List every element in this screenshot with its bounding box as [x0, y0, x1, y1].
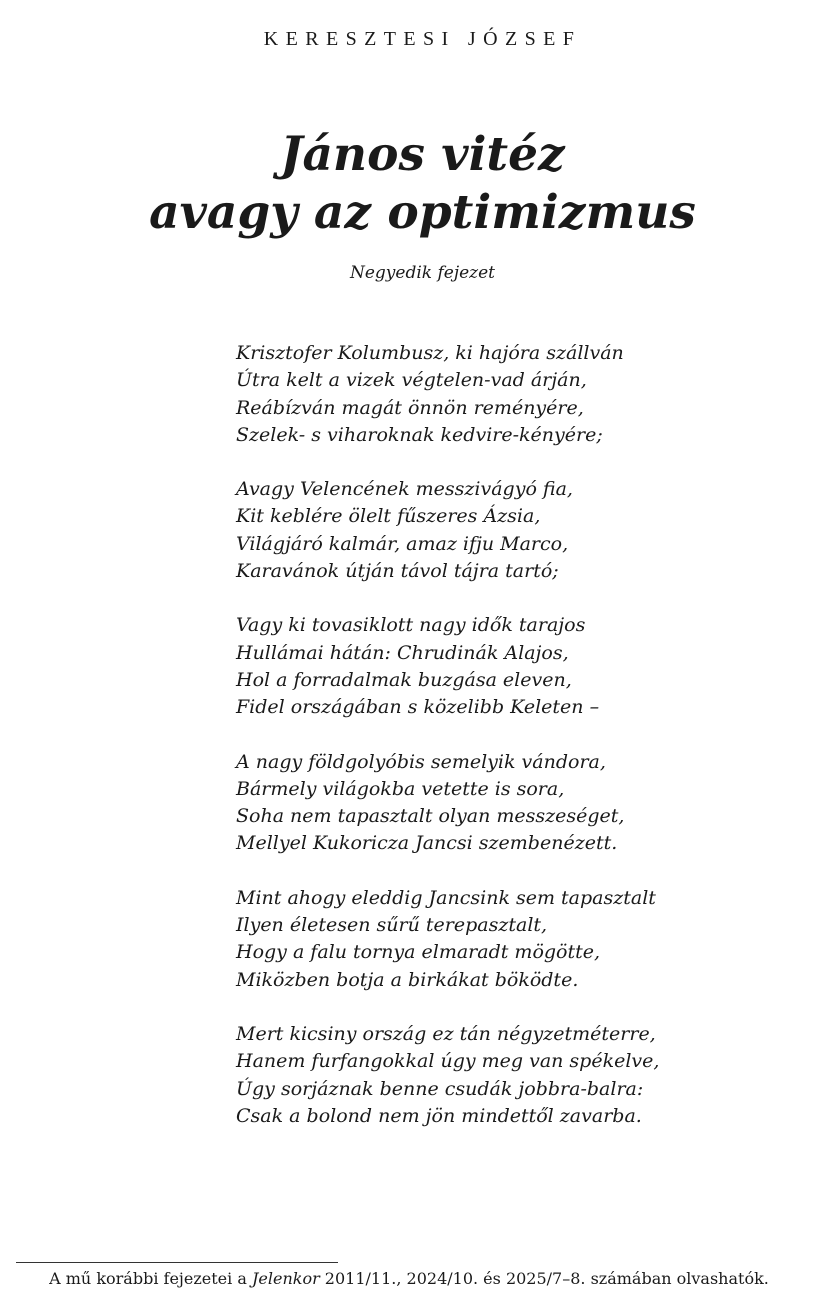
- poem-line: Ilyen életesen sűrű terepasztalt,: [236, 914, 548, 937]
- poem-body: [236, 340, 796, 1157]
- poem-line: A nagy földgolyóbis semelyik vándora,: [236, 750, 606, 773]
- stanza-5: [236, 885, 796, 994]
- poem-line: Mint ahogy eleddig Jancsink sem tapasztalt: [236, 886, 656, 909]
- poem-line: Hullámai hátán: Chrudinák Alajos,: [236, 641, 569, 664]
- title-line-1: János vitéz: [280, 127, 565, 182]
- stanza-6: [236, 1021, 796, 1130]
- poem-line: Mert kicsiny ország ez tán négyzetméterre,: [236, 1022, 656, 1045]
- poem-line: Reábízván magát önnön reményére,: [236, 396, 584, 419]
- stanza-1: [236, 340, 796, 449]
- poem-line: Csak a bolond nem jön mindettől zavarba.: [236, 1104, 642, 1127]
- footnote-text-before: A mű korábbi fejezetei a: [49, 1269, 252, 1288]
- poem-line: Mellyel Kukoricza Jancsi szembenézett.: [236, 832, 618, 855]
- poem-line: Szelek- s viharoknak kedvire-kényére;: [236, 423, 603, 446]
- poem-line: Útra kelt a vizek végtelen-vad árján,: [236, 369, 587, 392]
- poem-line: Soha nem tapasztalt olyan messzeséget,: [236, 805, 625, 828]
- title-line-2: avagy az optimizmus: [149, 185, 696, 240]
- footnote-journal-name: Jelenkor: [251, 1269, 320, 1288]
- stanza-3: [236, 612, 796, 721]
- chapter-subtitle: Negyedik fejezet: [349, 263, 496, 283]
- footnote-text-after: 2011/11., 2024/10. és 2025/7–8. számában olvashatók.: [319, 1269, 769, 1288]
- poem-line: Bármely világokba vetette is sora,: [236, 777, 565, 800]
- footnote: [0, 1269, 818, 1288]
- poem-line: Úgy sorjáznak benne csudák jobbra-balra:: [236, 1077, 644, 1100]
- poem-line: Hanem furfangokkal úgy meg van spékelve,: [236, 1050, 660, 1073]
- stanza-2: [236, 476, 796, 585]
- poem-line: Karavánok útján távol tájra tartó;: [236, 560, 559, 583]
- poem-line: Miközben botja a birkákat böködte.: [236, 968, 579, 991]
- poem-line: Kit keblére ölelt fűszeres Ázsia,: [236, 505, 541, 528]
- poem-line: Vagy ki tovasiklott nagy idők tarajos: [236, 614, 586, 637]
- poem-line: Avagy Velencének messzivágyó fia,: [236, 478, 573, 501]
- author-name: KERESZTESI JÓZSEF: [263, 28, 582, 50]
- poem-line: Világjáró kalmár, amaz ifju Marco,: [236, 532, 569, 555]
- poem-line: Fidel országában s közelibb Keleten –: [236, 696, 600, 719]
- footnote-divider: [16, 1262, 338, 1263]
- page-title: [0, 126, 818, 242]
- stanza-4: [236, 749, 796, 858]
- poem-line: Hol a forradalmak buzgása eleven,: [236, 668, 572, 691]
- poem-line: Hogy a falu tornya elmaradt mögötte,: [236, 941, 601, 964]
- poem-line: Krisztofer Kolumbusz, ki hajóra szállván: [236, 342, 624, 364]
